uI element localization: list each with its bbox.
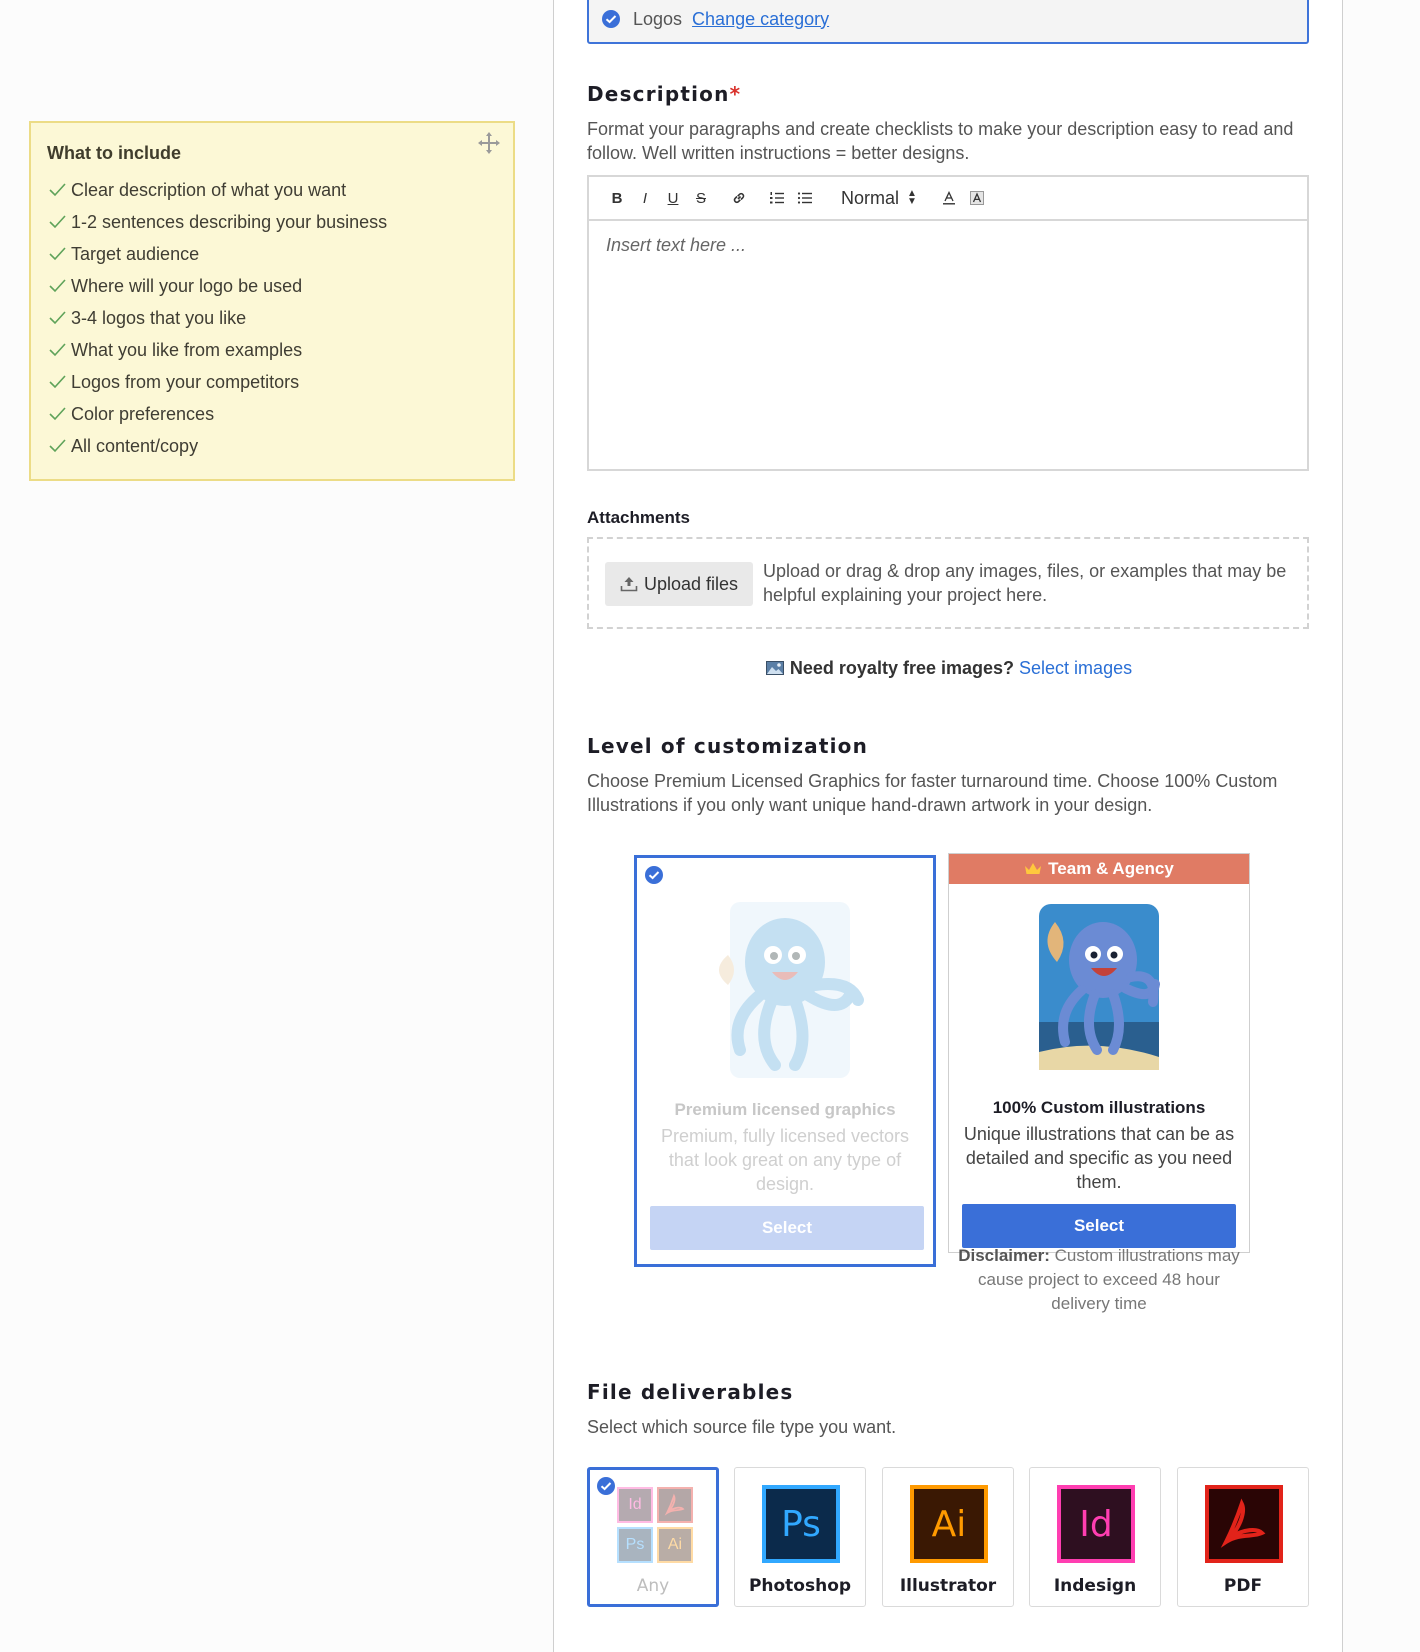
custom-disclaimer — [948, 1244, 1250, 1316]
ordered-list-button[interactable] — [763, 184, 791, 212]
photoshop-mini-icon: Ps — [617, 1527, 653, 1563]
check-icon — [47, 243, 69, 265]
acrobat-icon — [663, 1493, 687, 1517]
strike-label: S — [695, 189, 706, 207]
move-icon[interactable] — [477, 131, 501, 155]
check-icon — [47, 403, 69, 425]
disclaimer-text: Custom illustrations may cause project to exceed 48 hour delivery time — [978, 1246, 1240, 1313]
check-icon — [47, 179, 69, 201]
check-icon — [47, 211, 69, 233]
text-color-icon — [942, 191, 956, 205]
font-size-value: Normal — [841, 187, 900, 208]
strikethrough-button[interactable] — [687, 184, 715, 212]
select-images-link[interactable]: Select images — [1019, 658, 1133, 678]
select-premium-button[interactable]: Select — [650, 1206, 924, 1250]
tip-text: Where will your logo be used — [71, 275, 303, 296]
file-option-label: Photoshop — [748, 1576, 852, 1596]
select-custom-button[interactable]: Select — [962, 1204, 1236, 1248]
option-custom-illustrations[interactable] — [948, 853, 1250, 1253]
check-circle-icon — [644, 865, 664, 885]
ordered-list-icon — [769, 190, 785, 206]
link-button[interactable] — [725, 184, 753, 212]
customization-title: Level of customization — [587, 734, 869, 758]
upload-files-button[interactable] — [605, 562, 753, 606]
tip-item — [47, 366, 497, 398]
tip-item — [47, 334, 497, 366]
category-name: Logos — [633, 8, 683, 29]
tips-list — [47, 174, 497, 462]
file-option-illustrator[interactable] — [882, 1467, 1014, 1607]
tip-item — [47, 398, 497, 430]
tip-text: All content/copy — [71, 435, 199, 456]
octopus-vector-illustration — [700, 900, 870, 1080]
tip-item — [47, 430, 497, 462]
italic-button[interactable] — [631, 184, 659, 212]
tip-text: Color preferences — [71, 403, 215, 424]
tip-item — [47, 270, 497, 302]
description-help: Format your paragraphs and create checklists to make your description easy to read and follow. Well written instructions = better designs. — [587, 119, 1294, 163]
acrobat-icon — [1217, 1497, 1271, 1551]
file-option-label: PDF — [1223, 1576, 1263, 1596]
underline-label: U — [667, 189, 679, 207]
tip-text: What you like from examples — [71, 339, 303, 360]
pdf-mini-icon — [657, 1487, 693, 1523]
check-icon — [47, 435, 69, 457]
pdf-icon — [1205, 1485, 1283, 1563]
file-option-photoshop[interactable] — [734, 1467, 866, 1607]
category-box — [587, 0, 1309, 44]
octopus-custom-illustration — [1037, 902, 1161, 1072]
tip-item — [47, 238, 497, 270]
file-type-options — [587, 1467, 1309, 1607]
dropzone-help: Upload or drag & drop any images, files, or examples that may be helpful explaining your project here. — [763, 561, 1287, 605]
tip-text: 3-4 logos that you like — [71, 307, 247, 328]
link-icon — [731, 190, 747, 206]
font-size-select[interactable] — [841, 188, 917, 209]
illustrator-icon: Ai — [910, 1485, 988, 1563]
ribbon-label: Team & Agency — [1048, 859, 1174, 878]
tips-title: What to include — [47, 143, 181, 163]
indesign-mini-icon: Id — [617, 1487, 653, 1523]
tips-panel — [29, 121, 515, 481]
background-color-button[interactable] — [963, 184, 991, 212]
description-title-text: Description — [587, 82, 730, 106]
deliverables-help: Select which source file type you want. — [587, 1417, 897, 1437]
required-mark: * — [729, 82, 742, 106]
check-icon — [47, 275, 69, 297]
updown-icon: ▲ ▼ — [907, 188, 917, 207]
file-option-label: Indesign — [1053, 1576, 1137, 1596]
change-category-link[interactable]: Change category — [692, 8, 830, 29]
royalty-free-row — [554, 658, 1344, 679]
tip-text: Clear description of what you want — [71, 179, 347, 200]
file-option-indesign[interactable] — [1029, 1467, 1161, 1607]
indesign-icon: Id — [1057, 1485, 1135, 1563]
main-form — [553, 0, 1343, 1652]
description-input[interactable] — [589, 221, 1307, 467]
tip-item — [47, 302, 497, 334]
attachments-dropzone[interactable] — [587, 537, 1309, 629]
editor-toolbar — [589, 177, 1307, 221]
royalty-question: Need royalty free images? — [789, 658, 1015, 678]
upload-files-label: Upload files — [643, 573, 739, 594]
upload-icon — [620, 576, 638, 592]
file-option-label: Any — [636, 1576, 670, 1596]
bold-label: B — [611, 189, 623, 207]
file-option-label: Illustrator — [899, 1576, 997, 1596]
attachments-title: Attachments — [587, 508, 690, 527]
bold-button[interactable] — [603, 184, 631, 212]
check-icon — [47, 339, 69, 361]
check-icon — [47, 371, 69, 393]
bullet-list-icon — [797, 190, 813, 206]
check-circle-icon — [601, 9, 621, 29]
file-option-any[interactable] — [587, 1467, 719, 1607]
tip-item — [47, 174, 497, 206]
description-editor — [587, 175, 1309, 471]
option-title: 100% Custom illustrations — [992, 1098, 1206, 1117]
customization-help: Choose Premium Licensed Graphics for faster turnaround time. Choose 100% Custom Illustrations if you only want unique hand-drawn artwork in your design. — [587, 771, 1278, 815]
tip-text: 1-2 sentences describing your business — [71, 211, 388, 232]
check-circle-icon — [596, 1476, 616, 1496]
tip-text: Logos from your competitors — [71, 371, 300, 392]
option-desc: Unique illustrations that can be as detailed and specific as you need them. — [963, 1124, 1235, 1192]
option-desc: Premium, fully licensed vectors that look great on any type of design. — [660, 1126, 910, 1194]
deliverables-title: File deliverables — [587, 1380, 794, 1404]
option-premium-graphics[interactable] — [634, 855, 936, 1267]
illustrator-mini-icon: Ai — [657, 1527, 693, 1563]
tip-item — [47, 206, 497, 238]
tip-text: Target audience — [71, 243, 200, 264]
check-icon — [47, 307, 69, 329]
italic-label: I — [642, 189, 648, 207]
photoshop-icon: Ps — [762, 1485, 840, 1563]
bullet-list-button[interactable] — [791, 184, 819, 212]
underline-button[interactable] — [659, 184, 687, 212]
picture-icon — [766, 661, 784, 675]
option-title: Premium licensed graphics — [674, 1100, 896, 1119]
disclaimer-label: Disclaimer: — [958, 1246, 1050, 1265]
background-color-icon — [970, 191, 984, 205]
team-agency-ribbon — [949, 854, 1249, 884]
left-rail — [0, 0, 553, 1652]
file-option-pdf[interactable] — [1177, 1467, 1309, 1607]
crown-icon — [1024, 862, 1042, 876]
text-color-button[interactable] — [935, 184, 963, 212]
description-title — [587, 82, 741, 106]
